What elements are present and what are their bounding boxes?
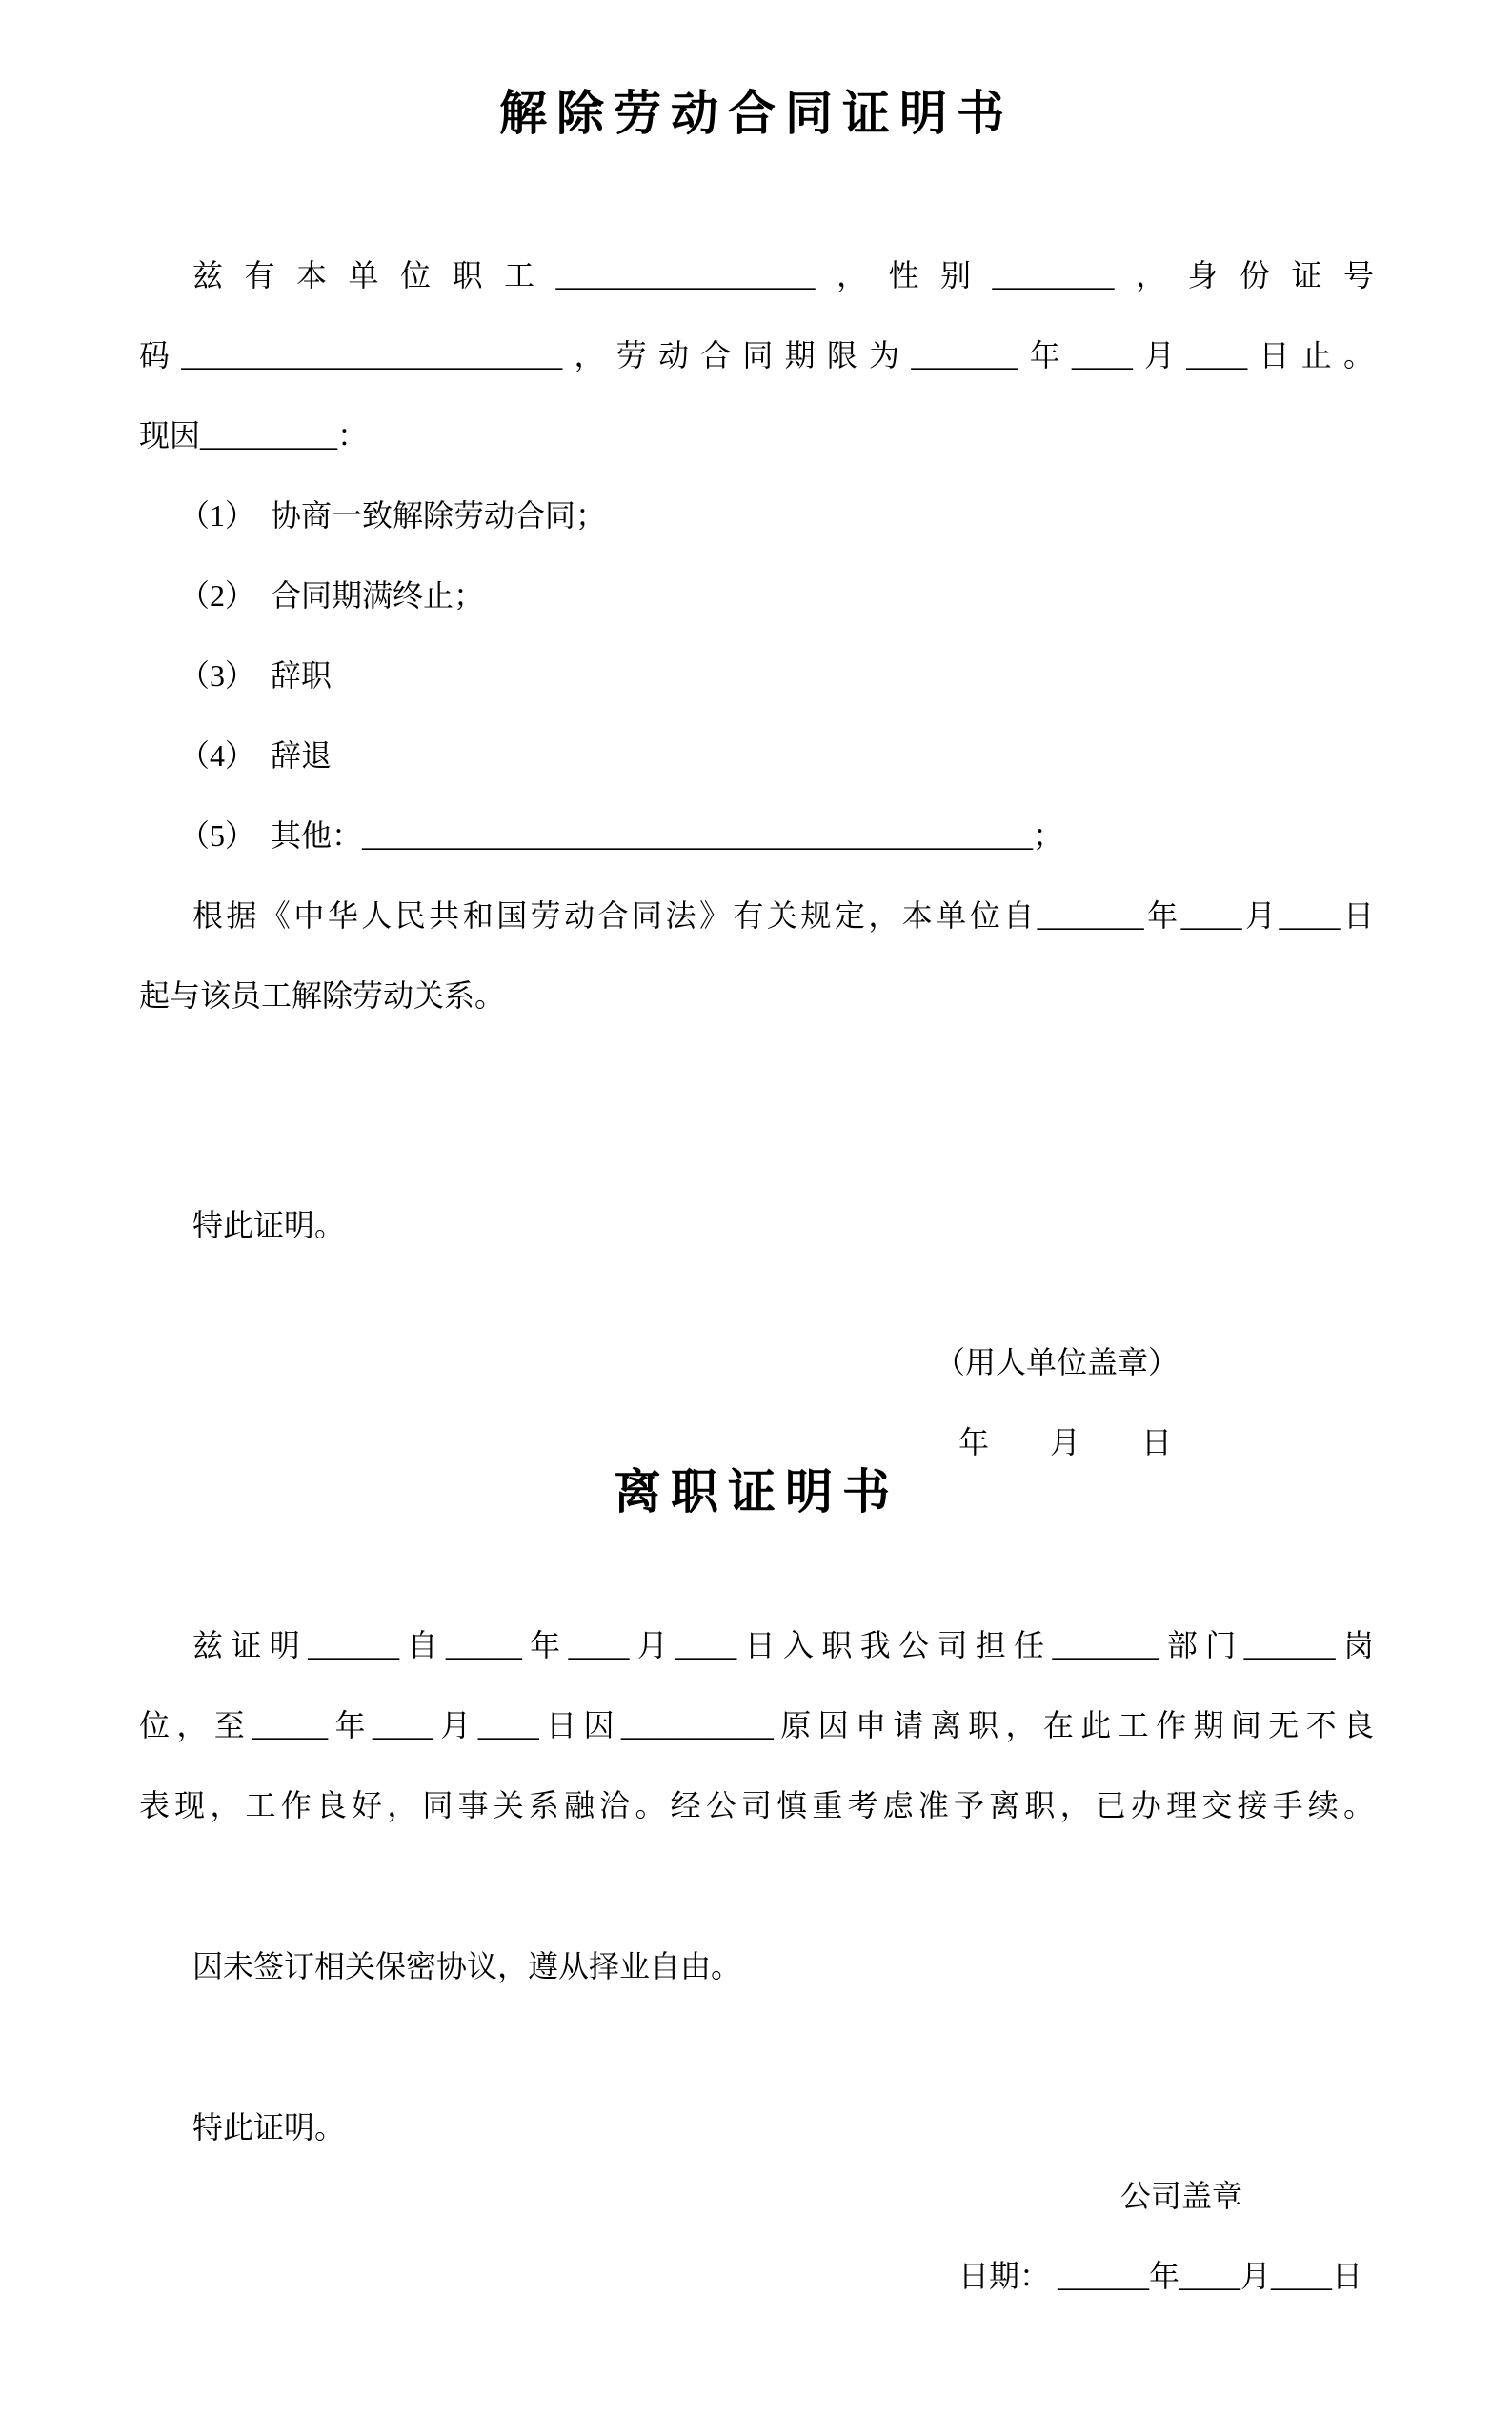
doc1-legal-line1: 根据《中华人民共和国劳动合同法》有关规定，本单位自_______年____月____日 <box>192 898 1374 933</box>
doc1-reason-item-2: （2） 合同期满终止； <box>179 578 485 613</box>
doc2-certify-statement: 特此证明。 <box>192 2110 346 2144</box>
doc1-reason-lead: 现因_________： <box>139 418 369 453</box>
doc2-company-seal-note: 公司盖章 <box>1119 2179 1242 2213</box>
termination-certificate-section <box>139 80 1374 1482</box>
resignation-certificate-section <box>139 1459 1374 2316</box>
doc1-reason-item-5: （5） 其他：____________________________________________； <box>179 818 1064 853</box>
doc1-title: 解除劳动合同证明书 <box>499 87 1014 140</box>
doc1-intro-line2: 码_________________________，劳动合同期限为_______年____月____日止。 <box>139 338 1374 372</box>
doc2-date-line: 日期： ______年____月____日 <box>958 2259 1362 2293</box>
doc1-reason-item-4: （4） 辞退 <box>179 738 333 773</box>
doc2-body-line3: 表现，工作良好，同事关系融洽。经公司慎重考虑准予离职，已办理交接手续。 <box>139 1788 1374 1822</box>
doc1-certify-statement: 特此证明。 <box>192 1208 346 1242</box>
doc1-intro-line1: 兹有本单位职工_________________，性别________，身份证号 <box>192 258 1374 292</box>
doc2-body-line1: 兹证明______自_____年____月____日入职我公司担任_______部门______岗 <box>192 1628 1374 1662</box>
doc1-employer-seal-note: （用人单位盖章） <box>934 1345 1179 1379</box>
doc2-body-line2: 位，至_____年____月____日因__________原因申请离职，在此工作期间无不良 <box>139 1708 1374 1742</box>
doc1-reason-item-1: （1） 协商一致解除劳动合同； <box>179 498 607 533</box>
doc1-legal-line2: 起与该员工解除劳动关系。 <box>139 978 506 1013</box>
doc2-title: 离职证明书 <box>614 1465 899 1519</box>
doc1-reason-item-3: （3） 辞职 <box>179 658 333 693</box>
doc2-confidentiality-statement: 因未签订相关保密协议，遵从择业自由。 <box>192 1949 742 1983</box>
doc1-date-line: 年 月 日 <box>958 1425 1172 1459</box>
